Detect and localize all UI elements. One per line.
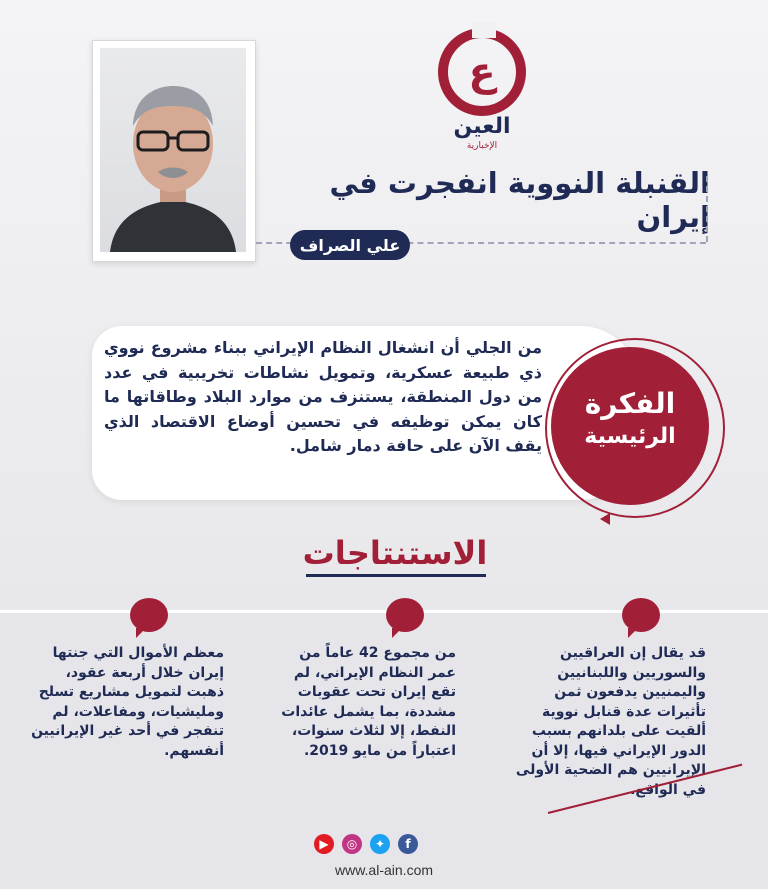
conclusion-item-1: قد يقال إن العراقيين والسوريين واللبنانيين واليمنيين يدفعون ثمن تأثيرات عدة قنابل نووية ألقيت على بلدانهم بسبب الدور الإيراني فيها، إلا أن الإيرانيين هم الضحية الأولى في الواقع.: [515, 645, 706, 798]
brand-logo-letter: ع: [468, 49, 496, 95]
speech-bubble-icon: [386, 598, 424, 632]
author-photo: [100, 48, 246, 252]
author-portrait-illustration: [100, 48, 246, 252]
website-link[interactable]: www.al-ain.com: [334, 862, 434, 878]
article-headline: القنبلة النووية انفجرت في إيران: [329, 166, 710, 234]
author-name: علي الصراف: [299, 235, 401, 255]
brand-tagline: الإخبارية: [466, 141, 498, 151]
brand-logo-icon: [438, 28, 526, 116]
conclusion-item-3: معظم الأموال التي جنتها إيران خلال أربعة عقود، ذهبت لتمويل مشاريع تسلح ومليشيات، ومفاعلات، لم تنفجر في أحد غير الإيرانيين أنفسهم.: [31, 645, 224, 759]
main-idea-title: الفكرة: [584, 387, 676, 420]
headline-dashed-vertical: [706, 176, 708, 242]
youtube-icon[interactable]: ▶: [314, 834, 334, 854]
conclusions-underline: [306, 574, 486, 577]
arrow-icon: [600, 513, 610, 525]
main-idea-subtitle: الرئيسية: [584, 424, 676, 449]
speech-bubble-icon: [622, 598, 660, 632]
conclusions-title: الاستنتاجات: [302, 534, 488, 572]
brand-name: العين: [453, 114, 511, 139]
main-idea-text: من الجلي أن انشغال النظام الإيراني ببناء مشروع نووي ذي طبيعة عسكرية، وتمويل نشاطات تخريبية في عدد من دول المنطقة، يستنزف من موارد البلاد وطاقاتها ما كان يمكن توظيفه في تحسين أوضاع الاقتصاد الذي يقف الآن على حافة دمار شامل.: [104, 338, 542, 455]
author-badge: [290, 230, 410, 260]
conclusion-item-2: من مجموع 42 عاماً من عمر النظام الإيراني، لم تقع إيران تحت عقوبات مشددة، بما يشمل عائدات النفط، إلا لثلاث سنوات، اعتباراً من مايو 2019.: [281, 645, 456, 759]
speech-bubble-icon: [130, 598, 168, 632]
logo-ring-gap: [472, 22, 496, 38]
twitter-icon[interactable]: ✦: [370, 834, 390, 854]
facebook-icon[interactable]: f: [398, 834, 418, 854]
instagram-icon[interactable]: ◎: [342, 834, 362, 854]
